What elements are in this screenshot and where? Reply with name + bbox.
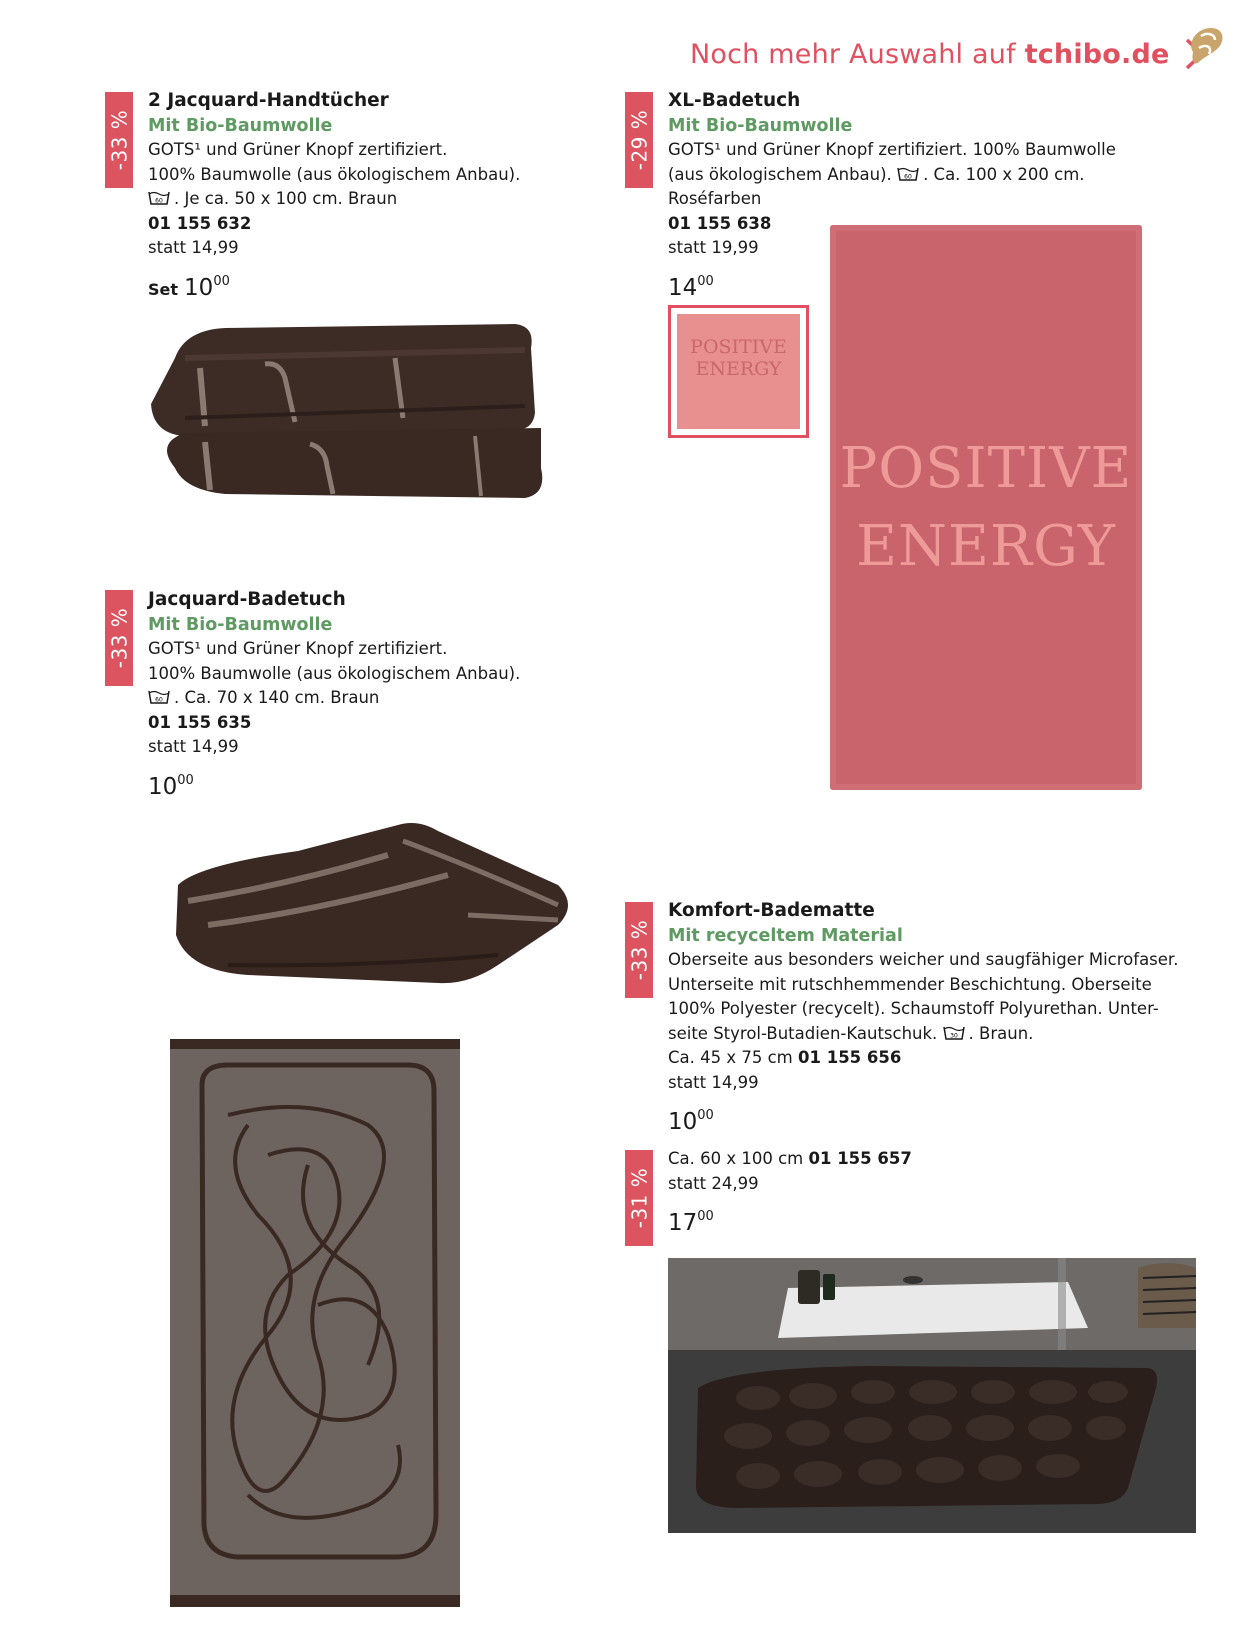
price: $10^{00}$ (668, 1108, 714, 1135)
product-badematte-large (668, 1147, 912, 1240)
product-desc-line: 60 . Ca. 70 x 140 cm. Braun (148, 686, 520, 711)
wash-60-icon (148, 689, 170, 705)
product-handtuecher (148, 88, 520, 307)
product-desc-line: 100% Polyester (recycelt). Schaumstoff Polyurethan. Unter- (668, 999, 1159, 1018)
product-subtitle: Mit Bio-Baumwolle (148, 116, 333, 136)
product-subtitle: Mit Bio-Baumwolle (148, 615, 333, 635)
article-number: 01 155 632 (148, 213, 252, 233)
product-desc-line: Oberseite aus besonders weicher und saugfähiger Microfaser. (668, 950, 1179, 969)
svg-text:30: 30 (949, 1032, 958, 1039)
old-price: statt 24,99 (668, 1173, 759, 1193)
price: $10^{00}$ (148, 772, 194, 800)
svg-text:60: 60 (155, 197, 163, 205)
discount-badge: -29 % (625, 92, 653, 188)
article-number: 01 155 656 (798, 1048, 902, 1067)
bath-mat-photo (668, 1258, 1196, 1533)
wash-30-icon (943, 1025, 965, 1041)
discount-badge: -33 % (625, 902, 653, 998)
product-desc-line: GOTS¹ und Grüner Knopf zertifiziert. (148, 639, 448, 658)
product-badetuch (148, 587, 520, 804)
product-desc-line: 100% Baumwolle (aus ökologischem Anbau). (148, 164, 521, 184)
product-title: XL-Badetuch (668, 90, 801, 111)
product-subtitle: Mit recyceltem Material (668, 926, 903, 946)
old-price: statt 14,99 (668, 1072, 759, 1092)
towel-detail-fabric (677, 314, 800, 429)
product-desc-line: 60 . Je ca. 50 x 100 cm. Braun (148, 187, 520, 212)
price: $14^{00}$ (668, 273, 714, 301)
product-subtitle: Mit Bio-Baumwolle (668, 116, 853, 136)
product-desc-line: (aus ökologischem Anbau). 60 . Ca. 100 x 200 cm. (668, 164, 1085, 184)
towel-detail-text: POSITIVE ENERGY (690, 336, 787, 380)
product-desc-line: GOTS¹ und Grüner Knopf zertifiziert. (148, 140, 448, 159)
towel-detail-thumbnail[interactable] (668, 305, 809, 438)
price: $17^{00}$ (668, 1209, 714, 1236)
towel-print-text: POSITIVE ENERGY (839, 436, 1133, 579)
wash-60-icon (897, 166, 919, 182)
product-title: Komfort-Badematte (668, 900, 875, 921)
header-brand: tchibo.de (1024, 38, 1170, 70)
product-title: Jacquard-Badetuch (148, 589, 346, 610)
svg-text:60: 60 (155, 696, 163, 704)
discount-badge: -33 % (105, 590, 133, 686)
product-desc-line: 100% Baumwolle (aus ökologischem Anbau). (148, 663, 521, 683)
folded-bath-towel-image (168, 815, 578, 995)
header-prefix: Noch mehr Auswahl auf (690, 38, 1025, 70)
header-text (690, 39, 1170, 70)
product-desc-line: seite Styrol-Butadien-Kautschuk. 30 . Braun. (668, 1023, 1034, 1043)
discount-badge: -31 % (625, 1150, 653, 1246)
header-banner[interactable] (690, 30, 1206, 78)
rose-bath-towel-image (830, 225, 1142, 790)
unfolded-bath-towel-image (168, 1035, 463, 1610)
price: Set $10^{00}$ (148, 273, 230, 301)
article-number: 01 155 657 (808, 1149, 912, 1168)
discount-badge: -33 % (105, 92, 133, 188)
product-desc-line: GOTS¹ und Grüner Knopf zertifiziert. 100% Baumwolle (668, 140, 1116, 159)
product-size-line: Ca. 60 x 100 cm 01 155 657 (668, 1149, 912, 1168)
wash-60-icon (148, 190, 170, 206)
product-desc-line: Unterseite mit rutschhemmender Beschichtung. Oberseite (668, 974, 1152, 994)
svg-text:60: 60 (904, 173, 912, 180)
product-size-line: Ca. 45 x 75 cm 01 155 656 (668, 1048, 902, 1067)
old-price: statt 14,99 (148, 238, 239, 257)
old-price: statt 14,99 (148, 737, 239, 756)
product-badematte (668, 898, 1178, 1139)
old-price: statt 19,99 (668, 238, 759, 257)
tchibo-logo-icon (1185, 22, 1229, 70)
product-title: 2 Jacquard-Handtücher (148, 90, 389, 111)
product-desc-line: Roséfarben (668, 189, 762, 208)
article-number: 01 155 635 (148, 712, 252, 732)
folded-hand-towels-image (145, 318, 550, 508)
article-number: 01 155 638 (668, 213, 772, 233)
